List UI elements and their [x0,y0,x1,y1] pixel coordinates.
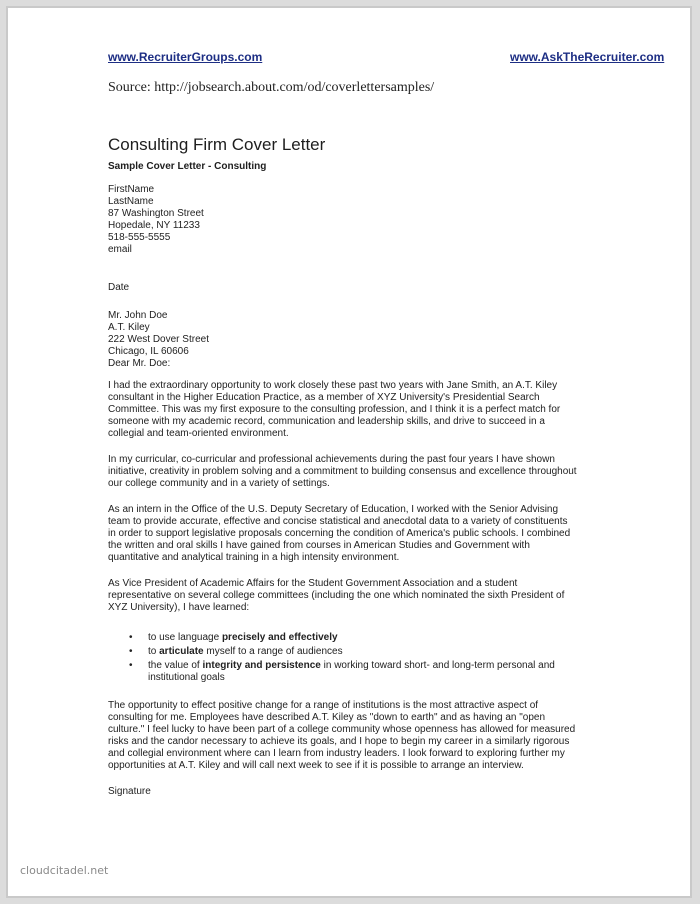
list-item-text: to use language [148,632,222,643]
sender-line: 87 Washington Street [108,208,204,219]
watermark: cloudcitadel.net [20,864,109,877]
body-paragraph-2: In my curricular, co-curricular and professional achievements during the past four years I have shown initiative, creativity in problem solving and a commitment to building consensus and excellence throughout our college community and in a variety of settings. [108,454,577,489]
body-paragraph-3: As an intern in the Office of the U.S. Deputy Secretary of Education, I worked with the Senior Advising team to provide accurate, effective and concise statistical and anecdotal data to a variety of constituents in order to support legislative proposals concerning the condition of America's public schools. I combined the written and oral skills I have gained from courses in American Studies and Government with quantitative and analytical training in a high intensity environment. [108,504,571,563]
list-item-emphasis: integrity and persistence [202,660,321,671]
date-label: Date [108,282,130,293]
closing-paragraph: The opportunity to effect positive change for a range of institutions is the most attractive aspect of consulting for me. Employees have described A.T. Kiley as "down to earth" and as having an "open culture." I feel lucky to have been part of a college community whose openness has allowed for measured risks and the candor necessary to achieve its goals, and I hope to begin my career in a similarly rigorous and collegial environment where can I learn from industry leaders. I look forward to exploring further my opportunities at A.T. Kiley and will call next week to see if it is possible to arrange an interview. [108,700,576,771]
signature-line: Signature [108,786,151,797]
recipient-line: Mr. John Doe [108,310,168,321]
salutation: Dear Mr. Doe: [108,358,171,369]
body-paragraph-4: As Vice President of Academic Affairs for the Student Government Association and a student representative on several college committees (including the one which nominated the sixth President of XYZ University), I have learned: [108,578,565,613]
list-item-text: in working toward short- and long-term personal and institutional goals [148,660,555,683]
recipient-line: Chicago, IL 60606 [108,346,189,357]
skills-list [108,632,578,684]
page-title: Consulting Firm Cover Letter [108,135,326,154]
page-subtitle: Sample Cover Letter - Consulting [108,161,267,172]
document-page [6,6,692,898]
sender-line: email [108,244,132,255]
list-item-text: myself to a range of audiences [203,646,343,657]
sender-line: FirstName [108,184,155,195]
bullet-icon: • [129,646,133,657]
body-paragraph-1: I had the extraordinary opportunity to work closely these past two years with Jane Smith, an A.T. Kiley consultant in the Higher Education Practice, as a member of XYZ University's Presidential Search Committee. This was my first exposure to the consulting profession, and I think it is a perfect match for someone with my academic record, communication and leadership skills, and drive to succeed in a collegial and team-oriented environment. [108,380,561,439]
sender-address [108,184,204,256]
recipient-line: 222 West Dover Street [108,334,209,345]
list-item [108,660,578,684]
bullet-icon: • [129,660,133,671]
list-item-emphasis: precisely and effectively [221,632,338,643]
list-item-text: the value of [148,660,203,671]
list-item-emphasis: articulate [159,646,204,657]
recipient-line: A.T. Kiley [108,322,150,333]
sender-line: LastName [108,196,154,207]
list-item [108,632,578,644]
sender-line: 518-555-5555 [108,232,171,243]
asktherecruiter-link[interactable]: www.AskTheRecruiter.com [510,50,665,64]
recipient-address [108,310,209,370]
bullet-icon: • [129,632,133,643]
source-line: Source: http://jobsearch.about.com/od/coverlettersamples/ [108,80,435,95]
sender-line: Hopedale, NY 11233 [108,220,200,231]
recruitergroups-link[interactable]: www.RecruiterGroups.com [108,50,263,64]
list-item-text: to [148,646,160,657]
list-item [108,646,578,658]
